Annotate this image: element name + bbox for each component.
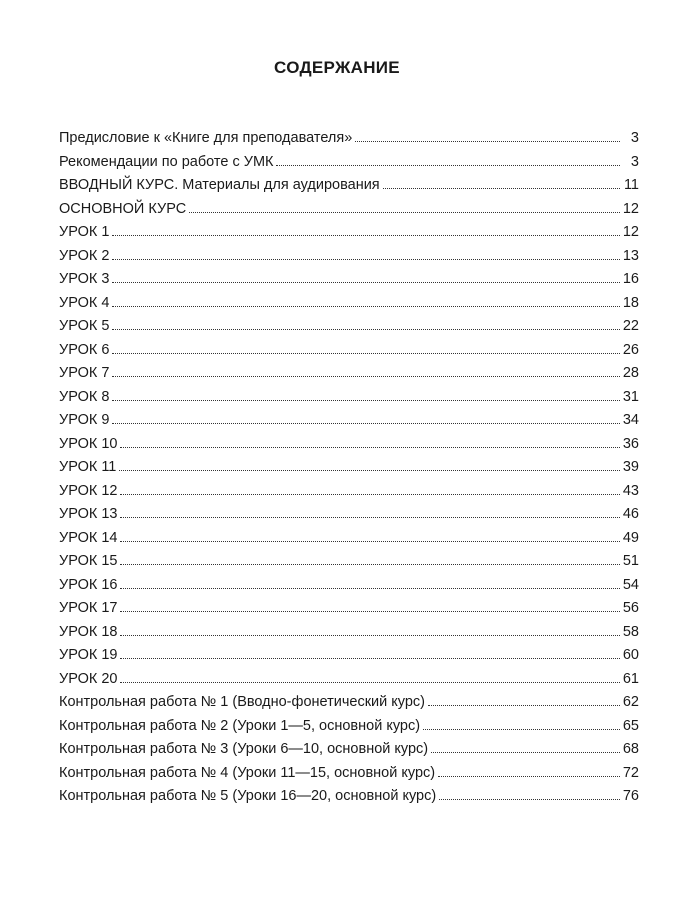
toc-entry xyxy=(59,530,639,554)
toc-entry xyxy=(59,788,639,812)
dot-leader xyxy=(112,423,620,424)
toc-entry-page-number: 3 xyxy=(630,130,639,146)
toc-entry-title: Рекомендации по работе с УМК xyxy=(59,153,274,170)
toc-entry-title: Контрольная работа № 1 (Вводно-фонетический курс) xyxy=(59,694,426,710)
toc-entry-page-number: 11 xyxy=(623,177,639,193)
toc-entry-page-number: 60 xyxy=(622,647,639,663)
toc-entry-page-number: 13 xyxy=(622,247,639,264)
dot-leader xyxy=(120,517,620,518)
toc-entry xyxy=(59,389,639,413)
toc-entry-title: УРОК 8 xyxy=(59,388,110,405)
dot-leader xyxy=(120,564,620,565)
dot-leader xyxy=(438,776,620,777)
dot-leader xyxy=(112,329,620,330)
dot-leader xyxy=(423,729,620,730)
page-title: СОДЕРЖАНИЕ xyxy=(274,58,400,77)
dot-leader xyxy=(112,306,620,307)
toc-entry-title: УРОК 19 xyxy=(59,647,118,663)
toc-entry xyxy=(59,412,639,436)
dot-leader xyxy=(383,188,620,189)
toc-entry-title: УРОК 5 xyxy=(59,318,110,334)
toc-entry-page-number: 28 xyxy=(622,365,639,381)
toc-entry-page-number: 76 xyxy=(622,788,639,804)
toc-entry xyxy=(59,741,639,765)
dot-leader xyxy=(120,588,620,589)
toc-entry-title: УРОК 7 xyxy=(59,365,110,381)
dot-leader xyxy=(120,541,620,542)
toc-entry-page-number: 65 xyxy=(622,717,639,734)
toc-entry xyxy=(59,177,639,201)
dot-leader xyxy=(120,611,620,612)
toc-entry-page-number: 56 xyxy=(622,600,639,616)
dot-leader xyxy=(112,376,620,377)
toc-entry xyxy=(59,647,639,671)
toc-entry-title: УРОК 4 xyxy=(59,294,110,311)
toc-entry-page-number: 36 xyxy=(622,435,639,452)
toc-entry-page-number: 12 xyxy=(622,200,639,217)
toc-entry-page-number: 39 xyxy=(622,459,639,475)
dot-leader xyxy=(431,752,620,753)
toc-entry xyxy=(59,224,639,248)
dot-leader xyxy=(119,470,620,471)
dot-leader xyxy=(120,494,620,495)
toc-entry xyxy=(59,154,639,178)
table-of-contents xyxy=(59,130,639,812)
toc-entry xyxy=(59,483,639,507)
toc-entry-title: УРОК 17 xyxy=(59,600,118,616)
dot-leader xyxy=(189,212,620,213)
dot-leader xyxy=(439,799,620,800)
toc-entry-page-number: 72 xyxy=(622,764,639,781)
toc-entry xyxy=(59,365,639,389)
toc-entry-page-number: 16 xyxy=(622,271,639,287)
dot-leader xyxy=(276,165,620,166)
toc-entry xyxy=(59,295,639,319)
toc-entry xyxy=(59,271,639,295)
toc-entry xyxy=(59,130,639,154)
toc-entry-page-number: 54 xyxy=(622,576,639,593)
toc-entry-title: УРОК 14 xyxy=(59,529,118,546)
toc-entry-page-number: 58 xyxy=(622,623,639,640)
toc-entry-title: УРОК 11 xyxy=(59,459,117,475)
toc-entry-title: УРОК 9 xyxy=(59,412,110,428)
toc-entry-title: ОСНОВНОЙ КУРС xyxy=(59,200,187,217)
toc-entry xyxy=(59,577,639,601)
toc-entry-title: УРОК 6 xyxy=(59,341,110,358)
toc-entry xyxy=(59,600,639,624)
toc-entry-page-number: 3 xyxy=(630,153,639,170)
toc-entry-title: УРОК 3 xyxy=(59,271,110,287)
toc-entry-title: Контрольная работа № 4 (Уроки 11—15, основной курс) xyxy=(59,764,436,781)
toc-entry xyxy=(59,318,639,342)
toc-entry-title: УРОК 1 xyxy=(59,224,110,240)
dot-leader xyxy=(112,400,620,401)
toc-entry-page-number: 62 xyxy=(622,694,639,710)
toc-entry xyxy=(59,436,639,460)
toc-entry xyxy=(59,248,639,272)
toc-entry-title: УРОК 2 xyxy=(59,247,110,264)
dot-leader xyxy=(120,447,620,448)
toc-entry xyxy=(59,765,639,789)
toc-entry-title: Контрольная работа № 3 (Уроки 6—10, основной курс) xyxy=(59,741,429,757)
toc-entry-title: УРОК 10 xyxy=(59,435,118,452)
dot-leader xyxy=(428,705,620,706)
toc-entry-page-number: 22 xyxy=(622,318,639,334)
toc-entry xyxy=(59,342,639,366)
toc-entry-page-number: 61 xyxy=(622,670,639,687)
toc-entry xyxy=(59,553,639,577)
dot-leader xyxy=(355,141,620,142)
toc-entry-title: Контрольная работа № 2 (Уроки 1—5, основной курс) xyxy=(59,717,421,734)
toc-entry-page-number: 26 xyxy=(622,341,639,358)
dot-leader xyxy=(112,235,620,236)
toc-entry xyxy=(59,201,639,225)
dot-leader xyxy=(120,682,620,683)
dot-leader xyxy=(120,658,620,659)
toc-entry xyxy=(59,694,639,718)
toc-entry-page-number: 31 xyxy=(622,388,639,405)
dot-leader xyxy=(112,282,620,283)
toc-entry-title: УРОК 12 xyxy=(59,482,118,499)
toc-entry-page-number: 18 xyxy=(622,294,639,311)
toc-entry xyxy=(59,624,639,648)
dot-leader xyxy=(112,353,620,354)
toc-entry-title: Предисловие к «Книге для преподавателя» xyxy=(59,130,353,146)
toc-entry-title: Контрольная работа № 5 (Уроки 16—20, основной курс) xyxy=(59,788,437,804)
toc-entry xyxy=(59,718,639,742)
dot-leader xyxy=(120,635,620,636)
toc-entry-title: УРОК 13 xyxy=(59,506,118,522)
toc-entry xyxy=(59,671,639,695)
toc-entry xyxy=(59,506,639,530)
toc-entry-page-number: 68 xyxy=(622,741,639,757)
toc-entry-title: УРОК 16 xyxy=(59,576,118,593)
toc-entry-title: УРОК 18 xyxy=(59,623,118,640)
dot-leader xyxy=(112,259,620,260)
toc-entry-page-number: 34 xyxy=(622,412,639,428)
toc-entry-page-number: 51 xyxy=(622,553,639,569)
toc-entry-title: УРОК 20 xyxy=(59,670,118,687)
toc-entry-page-number: 49 xyxy=(622,529,639,546)
toc-entry-page-number: 43 xyxy=(622,482,639,499)
toc-entry-title: УРОК 15 xyxy=(59,553,118,569)
toc-entry-page-number: 46 xyxy=(622,506,639,522)
toc-entry-page-number: 12 xyxy=(622,224,639,240)
toc-entry xyxy=(59,459,639,483)
toc-entry-title: ВВОДНЫЙ КУРС. Материалы для аудирования xyxy=(59,177,380,193)
